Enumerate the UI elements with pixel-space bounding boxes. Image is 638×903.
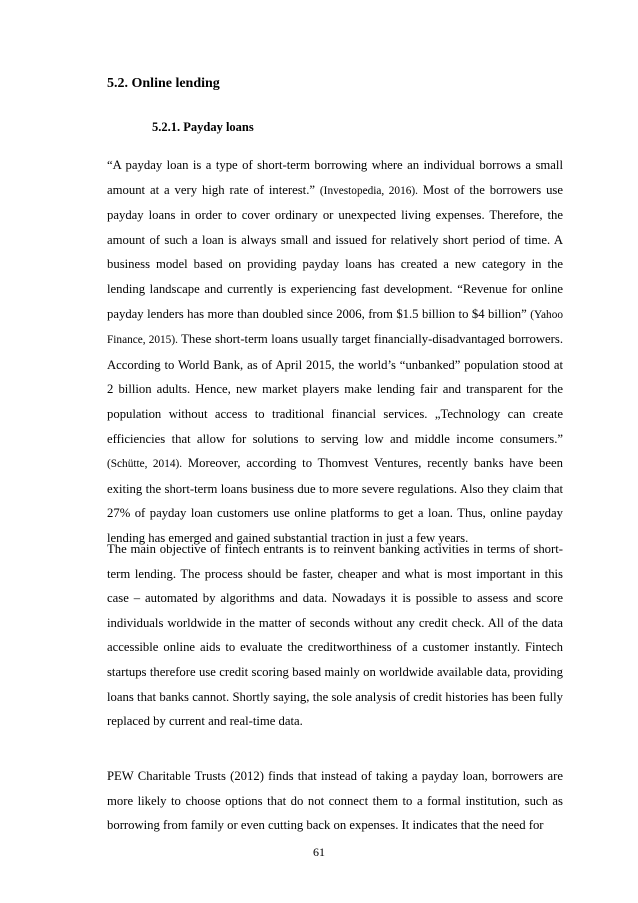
citation: (Yahoo Finance, 2015). (107, 308, 563, 347)
page-number: 61 (313, 845, 325, 859)
text-run: These short-term loans usually target financially-disadvantaged borrowers. According to World Bank, as of April 2015, the world’s “unbanked” population stood at 2 billion adults. Hence, new market players make lending fair and transparent for the population without access to traditional financial services. „Technology can create efficiencies that allow for solutions to serving low and middle income consumers.” (107, 332, 563, 446)
paragraph-fintech-objective: The main objective of fintech entrants is to reinvent banking activities in terms of short-term lending. The process should be faster, cheaper and what is most important in this case – automated by algorithms and data. Nowadays it is possible to assess and score individuals worldwide in the matter of seconds without any credit check. All of the data accessible online aids to evaluate the creditworthiness of a customer instantly. Fintech startups therefore use credit scoring based mainly on worldwide available data, providing loans that banks cannot. Shortly saying, the sole analysis of credit histories has been fully replaced by current and real-time data. (107, 542, 563, 729)
text-run: Most of the borrowers use payday loans in order to cover ordinary or unexpected living expenses. Therefore, the amount of such a loan is always small and issued for relatively short period of time. A business model based on providing payday loans has created a new category in the lending landscape and currently is experiencing fast development. “Revenue for online payday lenders has more than doubled since 2006, from $1.5 billion to $4 billion” (107, 182, 563, 321)
section-heading: 5.2. Online lending (107, 76, 220, 91)
subsection-heading: 5.2.1. Payday loans (152, 120, 254, 134)
paragraph-payday-loans (107, 153, 563, 551)
citation: (Investopedia, 2016). (319, 184, 418, 197)
text-run: “A payday loan is a type of short-term borrowing where an individual borrows a small amount at a very high rate of interest.” (107, 158, 563, 197)
citation: (Schütte, 2014). (107, 458, 183, 471)
paragraph-pew-findings: PEW Charitable Trusts (2012) finds that instead of taking a payday loan, borrowers are more likely to choose options that do not connect them to a formal institution, such as borrowing from family or even cutting back on expenses. It indicates that the need for (107, 769, 563, 833)
text-run: Moreover, according to Thomvest Ventures, recently banks have been exiting the short-term loans business due to more severe regulations. Also they claim that 27% of payday loan customers use online platforms to get a loan. Thus, online payday lending has emerged and gained substantial traction in just a few years. (107, 456, 563, 545)
